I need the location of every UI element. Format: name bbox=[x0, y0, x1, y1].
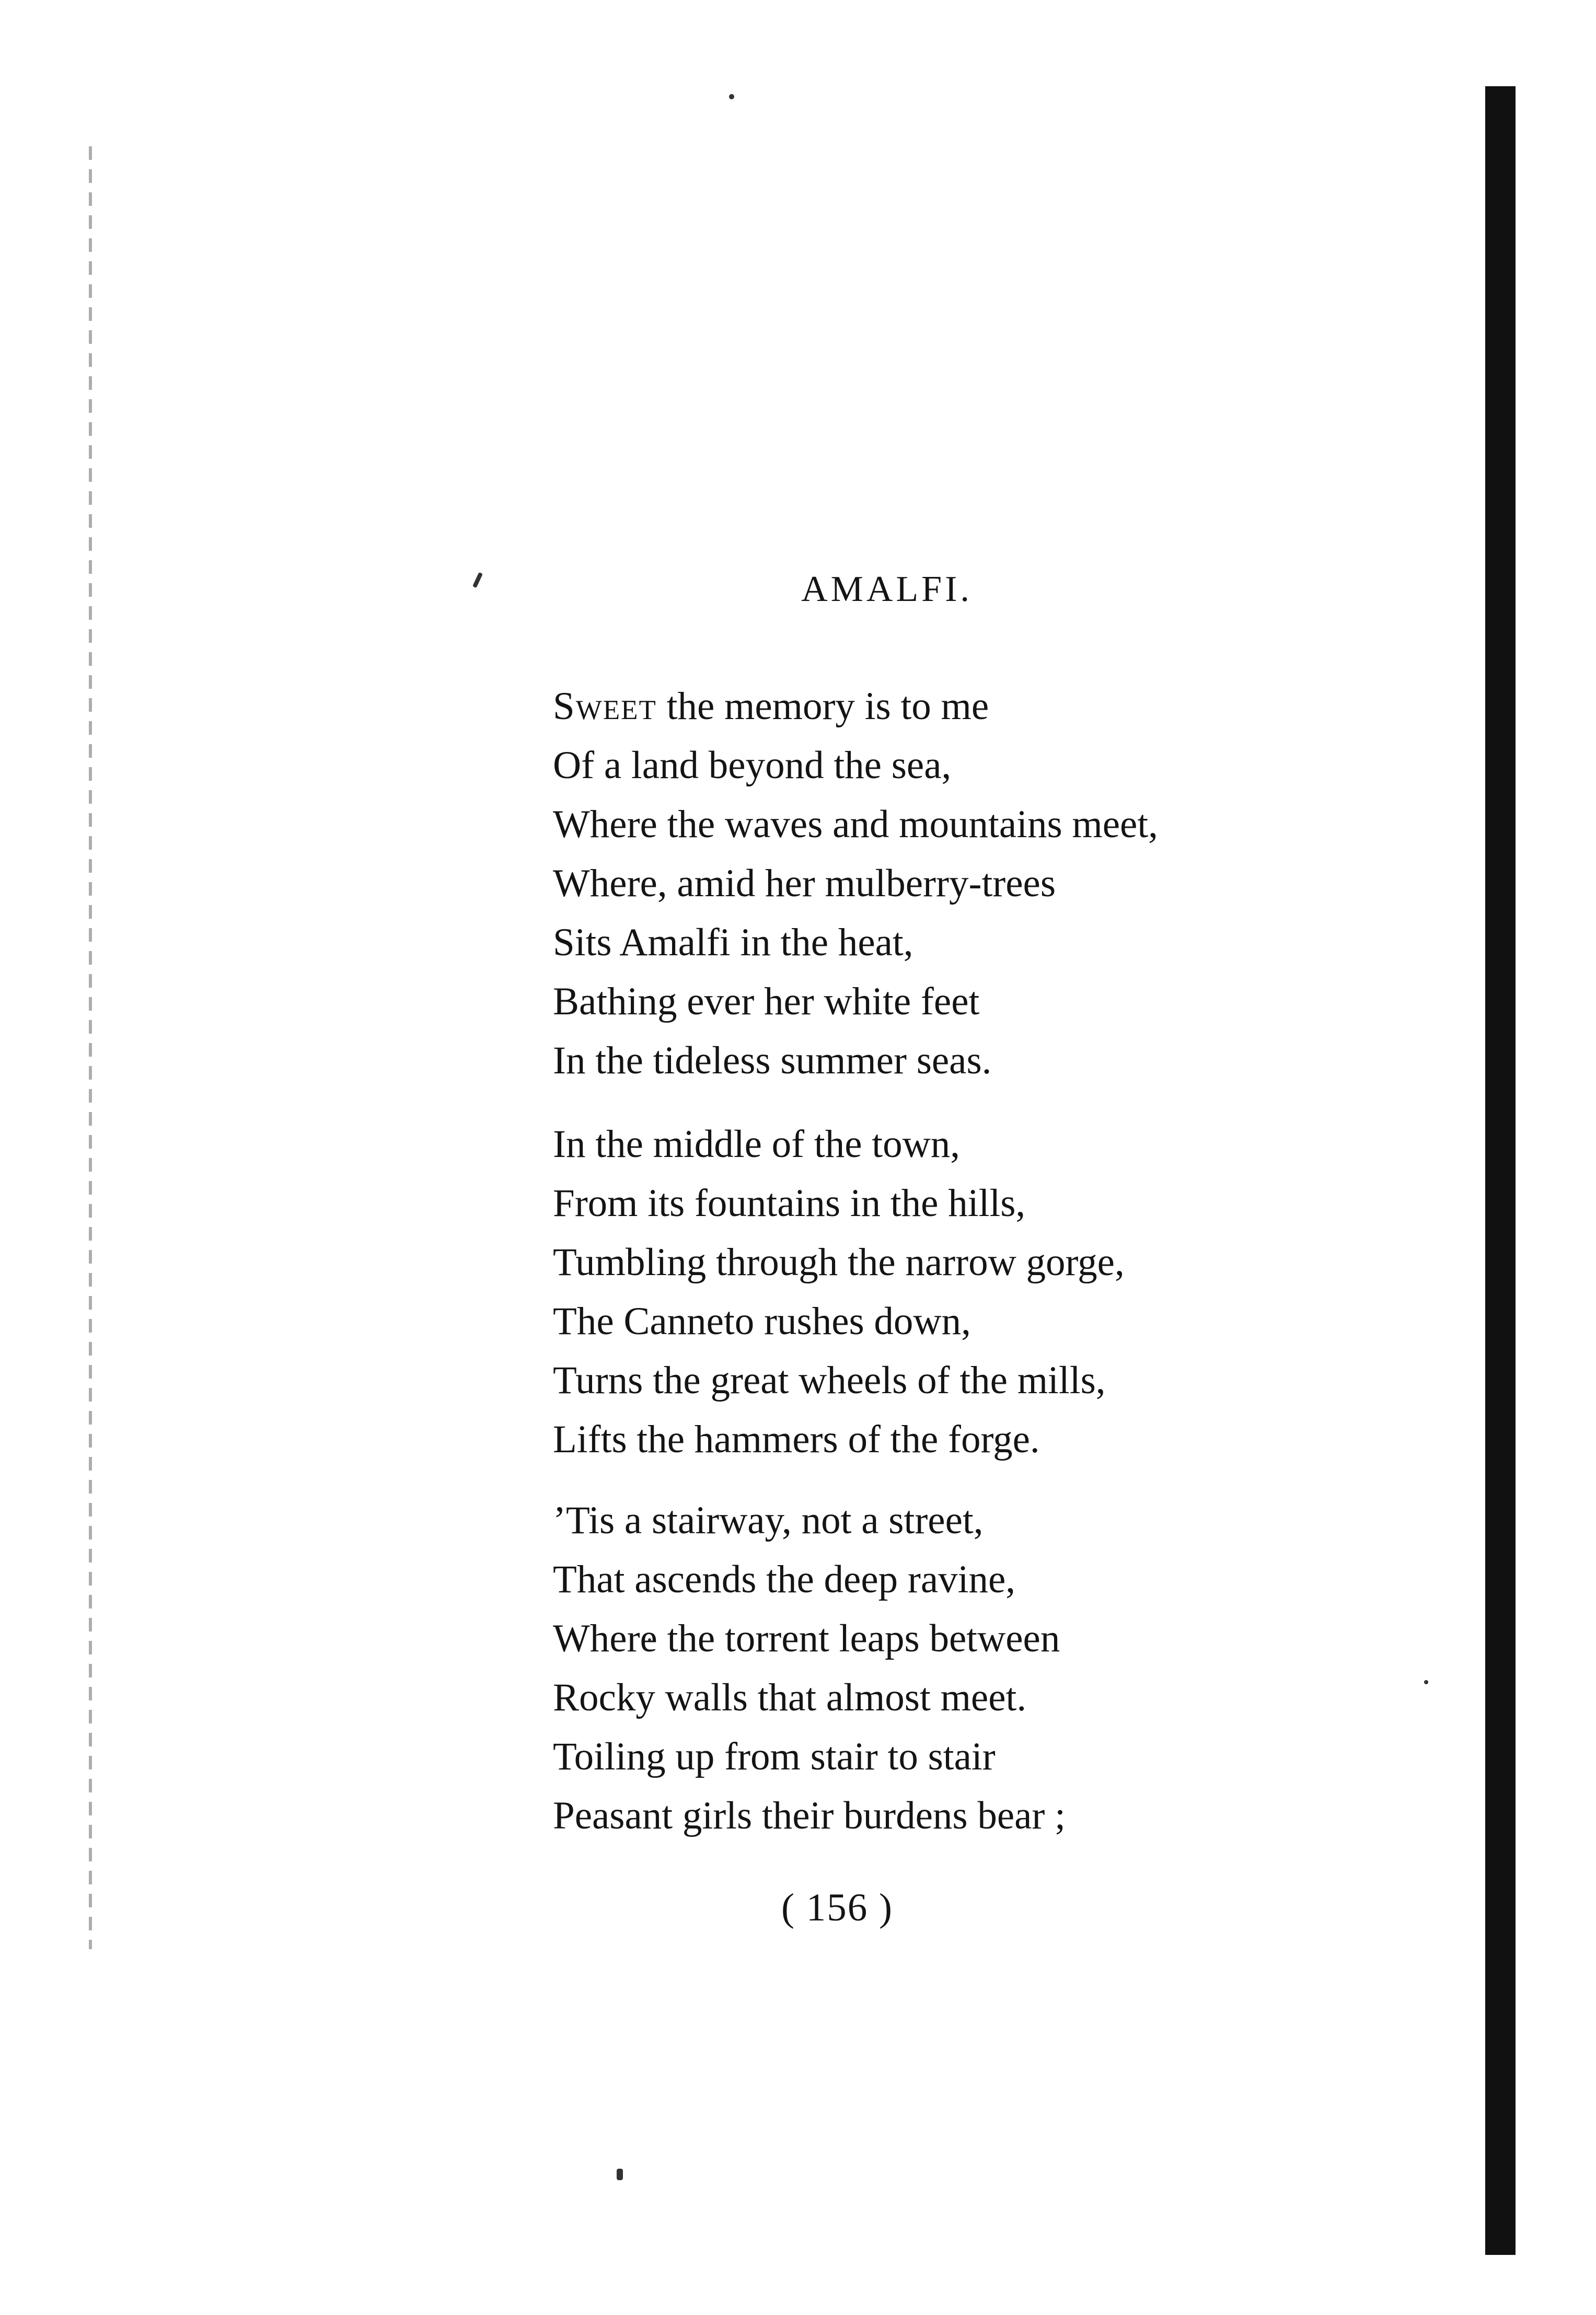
poem-line: Of a land beyond the sea, bbox=[553, 744, 952, 787]
scan-speck bbox=[617, 2169, 623, 2180]
stanza-1 bbox=[553, 677, 1158, 1090]
poem-line: Turns the great wheels of the mills, bbox=[553, 1359, 1106, 1402]
stanza-2 bbox=[553, 1115, 1125, 1469]
poem-line: Where the torrent leaps between bbox=[553, 1617, 1060, 1660]
poem-line: Where the waves and mountains meet, bbox=[553, 803, 1158, 846]
poem-line: Tumbling through the narrow gorge, bbox=[553, 1241, 1125, 1284]
poem-line: That ascends the deep ravine, bbox=[553, 1558, 1016, 1601]
poem-line: Rocky walls that almost meet. bbox=[553, 1676, 1027, 1719]
binding-edge-marks bbox=[89, 146, 92, 1949]
poem-line: ’Tis a stairway, not a street, bbox=[553, 1499, 984, 1542]
poem-line: Sits Amalfi in the heat, bbox=[553, 921, 913, 964]
scan-speck bbox=[729, 94, 734, 99]
scan-edge-shadow bbox=[1485, 86, 1516, 2255]
scan-speck bbox=[1424, 1680, 1428, 1684]
poem-line: Peasant girls their burdens bear ; bbox=[553, 1794, 1066, 1837]
poem-line: Lifts the hammers of the forge. bbox=[553, 1418, 1040, 1461]
poem-line: The Canneto rushes down, bbox=[553, 1300, 971, 1343]
poem-line: Toiling up from stair to stair bbox=[553, 1735, 996, 1778]
stanza-3 bbox=[553, 1491, 1066, 1845]
poem-title: AMALFI. bbox=[801, 569, 973, 609]
opening-word: Sweet bbox=[553, 685, 657, 728]
poem-line: Bathing ever her white feet bbox=[553, 980, 980, 1023]
poem-line: Sweet the memory is to me bbox=[553, 685, 989, 728]
page-number: ( 156 ) bbox=[781, 1886, 893, 1929]
poem-line: From its fountains in the hills, bbox=[553, 1182, 1026, 1225]
poem-line: In the middle of the town, bbox=[553, 1122, 961, 1166]
poem-line: In the tideless summer seas. bbox=[553, 1039, 992, 1082]
poem-line: Where, amid her mulberry-trees bbox=[553, 862, 1056, 905]
